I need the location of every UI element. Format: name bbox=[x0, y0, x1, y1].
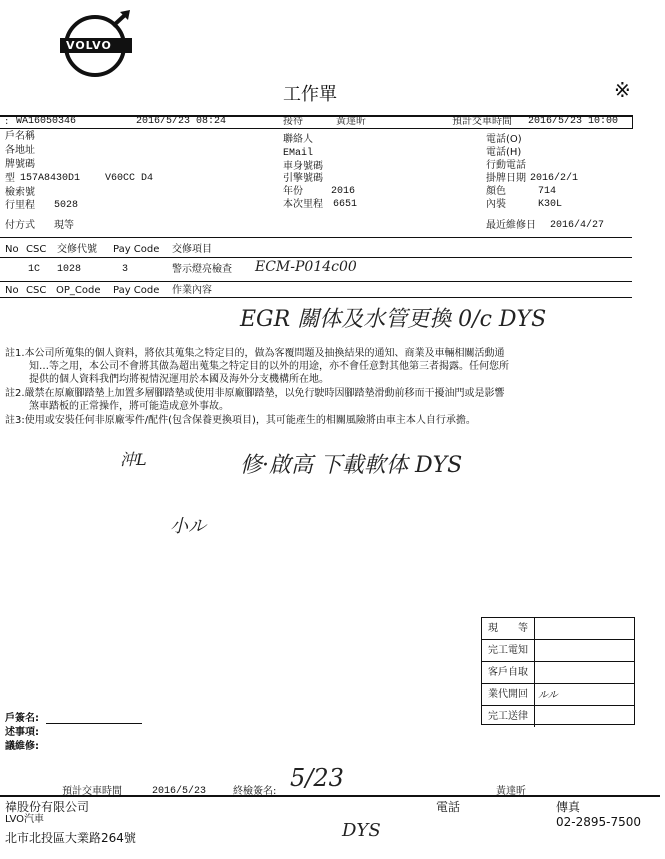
order-datetime: 2016/5/23 08:24 bbox=[136, 116, 227, 127]
label-interior: 內裝 bbox=[486, 199, 506, 210]
customer-sign-label: 戶簽名: bbox=[5, 713, 39, 724]
last-repair-value: 2016/4/27 bbox=[550, 220, 605, 231]
work-header-content: 作業內容 bbox=[172, 285, 212, 296]
label-year: 年份 bbox=[283, 186, 303, 197]
status-mark-agent-return: ルル bbox=[538, 690, 558, 701]
work-table-top-rule bbox=[0, 281, 632, 282]
company-name: 禕股份有限公司 bbox=[5, 800, 90, 814]
work-header-csc: CSC bbox=[26, 285, 47, 296]
status-label-deliver: 完工送律 bbox=[482, 706, 535, 727]
job-row-csc: 1C bbox=[28, 264, 41, 275]
label-plate-date: 掛牌日期 bbox=[486, 173, 526, 184]
label-phone-office: 電話(O) bbox=[486, 134, 522, 145]
status-row bbox=[482, 640, 634, 662]
status-label-pickup: 客戶自取 bbox=[482, 662, 535, 683]
handwritten-work-note: EGR 關体及水管更換 0/c DYS bbox=[240, 307, 547, 332]
corner-symbol: ※ bbox=[614, 78, 631, 102]
customer-sign-line bbox=[46, 723, 142, 724]
job-header-csc: CSC bbox=[26, 244, 47, 255]
inspect-sign-label: 終檢簽名: bbox=[233, 786, 277, 797]
status-row bbox=[482, 662, 634, 684]
job-row-handwritten: ECM-P014c00 bbox=[255, 259, 357, 275]
color-value: 714 bbox=[538, 186, 557, 197]
status-label-agent-return: 業代開回 bbox=[482, 684, 535, 705]
status-row bbox=[482, 706, 634, 727]
reception-label: 接待 bbox=[283, 116, 303, 127]
label-last-repair: 最近維修日 bbox=[486, 220, 536, 231]
work-header-op: OP_Code bbox=[56, 285, 101, 296]
job-row-item: 警示燈亮檢查 bbox=[172, 264, 232, 275]
label-current-mileage: 本次里程 bbox=[283, 199, 323, 210]
label-plate-no: 牌號碼 bbox=[5, 159, 35, 170]
brand-line: LVO汽車 bbox=[5, 814, 45, 825]
model-name: V60CC D4 bbox=[105, 173, 154, 184]
label-color: 顏色 bbox=[486, 186, 506, 197]
footer-phone-label: 電話 bbox=[436, 800, 461, 814]
mileage-value: 5028 bbox=[54, 200, 79, 211]
handwritten-sign-date: 5/23 bbox=[290, 764, 344, 792]
footer-reception-name: 黃達昕 bbox=[496, 786, 526, 797]
label-contact: 聯絡人 bbox=[283, 134, 313, 145]
handwritten-note-2: 修·啟高 下載軟体 DYS bbox=[240, 453, 463, 478]
payment-value: 現等 bbox=[54, 220, 74, 231]
footer-delivery-date: 2016/5/23 bbox=[152, 786, 207, 797]
job-table-header-rule bbox=[0, 257, 632, 258]
model-code: 157A8430D1 bbox=[20, 173, 81, 184]
year-value: 2016 bbox=[331, 186, 356, 197]
note-2-line-1: 註2.嚴禁在原廠腳踏墊上加置多層腳踏墊或使用非原廠腳踏墊，以免行駛時因腳踏墊滑動前移而干擾油門或是影響 bbox=[5, 388, 505, 399]
job-row-code: 1028 bbox=[57, 264, 82, 275]
handwritten-mark-left: 沖L bbox=[120, 450, 147, 469]
label-mileage: 行里程 bbox=[5, 200, 35, 211]
work-table-header-rule bbox=[0, 297, 632, 298]
order-number: WA16050346 bbox=[16, 116, 77, 127]
plate-date-value: 2016/2/1 bbox=[530, 173, 579, 184]
logo-text: VOLVO bbox=[66, 39, 112, 52]
remarks-label: 議維修: bbox=[5, 741, 39, 752]
status-row bbox=[482, 684, 634, 706]
interior-value: K30L bbox=[538, 199, 563, 210]
delivery-time: 2016/5/23 10:00 bbox=[528, 116, 619, 127]
handwritten-dys: DYS bbox=[342, 820, 381, 841]
label-mobile: 行動電話 bbox=[486, 160, 526, 171]
delivery-label: 預計交車時間 bbox=[452, 116, 512, 127]
footer-fax-value: 02-2895-7500 bbox=[556, 815, 642, 829]
reception-name: 黃達昕 bbox=[336, 116, 366, 127]
status-label-wait: 現 等 bbox=[482, 618, 535, 639]
footer-fax-label: 傳真 bbox=[556, 800, 581, 814]
label-phone-home: 電話(H) bbox=[486, 147, 522, 158]
current-mileage-value: 6651 bbox=[333, 199, 358, 210]
page-title: 工作單 bbox=[283, 84, 337, 105]
job-header-item: 交修項目 bbox=[172, 244, 212, 255]
label-email: EMail bbox=[283, 148, 314, 159]
note-1-line-1: 註1.本公司所蒐集的個人資料，將依其蒐集之特定目的，做為客覆問題及抽換結果的通知、商業及車輛相關活動通 bbox=[5, 348, 505, 359]
header-bottom-rule bbox=[0, 128, 632, 129]
note-1-line-3: 提供的個人資料我們均將視情況運用於本國及海外分支機構所在地。 bbox=[29, 374, 329, 385]
job-table-top-rule bbox=[0, 237, 632, 238]
job-header-pay: Pay Code bbox=[113, 244, 160, 255]
note-2-line-2: 煞車踏板的正常操作，將可能造成意外事故。 bbox=[29, 401, 229, 412]
work-header-pay: Pay Code bbox=[113, 285, 160, 296]
label-payment: 付方式 bbox=[5, 220, 35, 231]
handwritten-mark-small: 小ル bbox=[170, 516, 206, 537]
note-1-line-2: 知…等之用，本公司不會將其做為超出蒐集之特定目的以外的用途，亦不會任意對其他第三者揭露。任何您所 bbox=[29, 361, 509, 372]
job-header-code: 交修代號 bbox=[57, 244, 97, 255]
label-model: 型 bbox=[5, 173, 15, 184]
status-label-notify: 完工電知 bbox=[482, 640, 535, 661]
company-address: 北市北投區大業路264號 bbox=[5, 831, 136, 845]
job-row-pay: 3 bbox=[122, 264, 129, 275]
label-search-no: 檢索號 bbox=[5, 187, 35, 198]
agenda-label: 述事項: bbox=[5, 727, 39, 738]
status-box bbox=[481, 617, 635, 725]
label-vin: 車身號碼 bbox=[283, 161, 323, 172]
label-address: 各地址 bbox=[5, 145, 35, 156]
note-3: 註3:使用或安裝任何非原廠零件/配件(包含保養更換項目)，其可能產生的相關風險將由車主本人自行承擔。 bbox=[5, 415, 476, 426]
work-header-no: No bbox=[5, 285, 19, 296]
footer-delivery-label: 預計交車時間 bbox=[62, 786, 122, 797]
status-row bbox=[482, 618, 634, 640]
job-header-no: No bbox=[5, 244, 19, 255]
label-customer-name: 戶名稱 bbox=[5, 131, 35, 142]
label-engine-no: 引擎號碼 bbox=[283, 173, 323, 184]
